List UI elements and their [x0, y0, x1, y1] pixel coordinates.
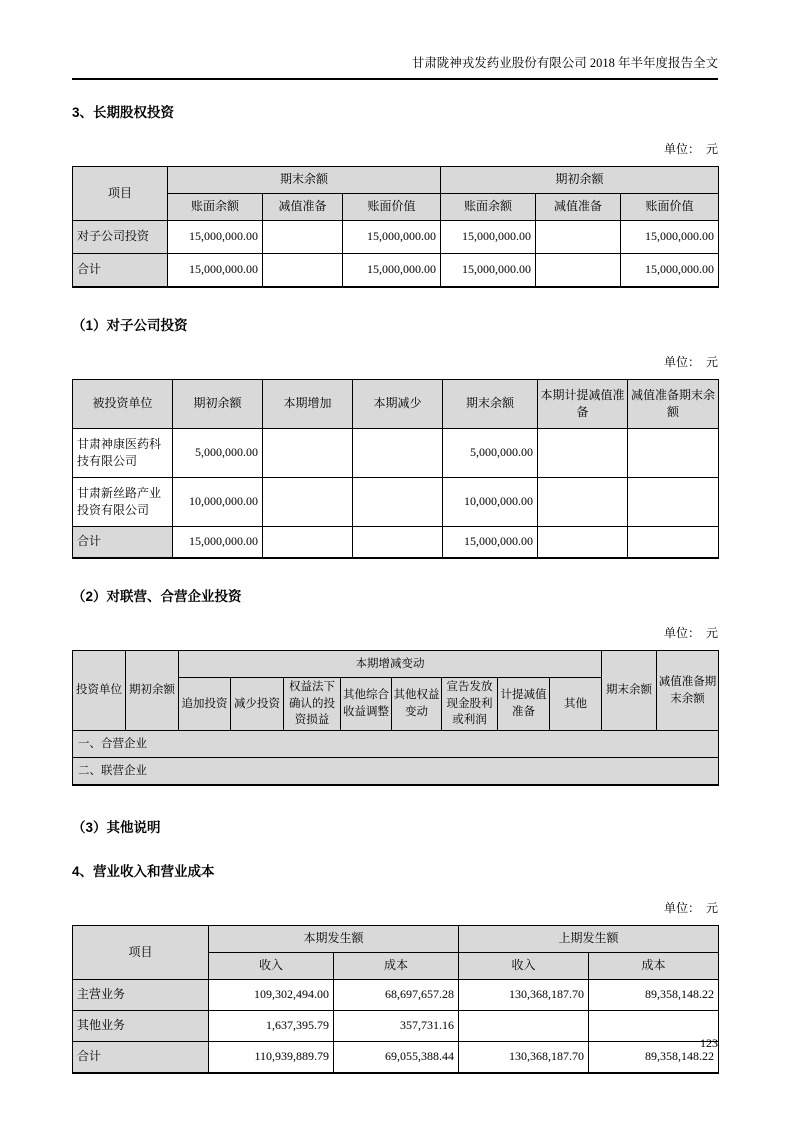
table-cell: 69,055,388.44 — [334, 1042, 459, 1074]
table-row-total — [73, 1042, 719, 1074]
table-cell: 68,697,657.28 — [334, 980, 459, 1011]
row-label: 甘肃神康医药科技有限公司 — [73, 429, 173, 478]
table-cell — [263, 527, 353, 559]
column-header-additional-investment: 追加投资 — [179, 678, 231, 731]
table-cell: 15,000,000.00 — [168, 221, 263, 254]
table-row-total — [73, 254, 719, 288]
unit-label-2: 单位： 元 — [663, 355, 718, 369]
table-cell — [353, 527, 443, 559]
table-row-joint-ventures — [73, 731, 719, 758]
column-header-impairment-ending: 减值准备期末余额 — [657, 651, 719, 731]
column-header-book-balance: 账面余额 — [168, 194, 263, 221]
table-header-row — [73, 926, 719, 953]
column-header-other-comprehensive-income: 其他综合收益调整 — [341, 678, 392, 731]
row-label: 合计 — [73, 254, 168, 288]
table-cell: 130,368,187.70 — [459, 980, 589, 1011]
table-row-associates — [73, 758, 719, 786]
joint-venture-associate-investment-table — [72, 650, 719, 786]
unit-label-1: 单位： 元 — [663, 142, 718, 156]
column-header-impairment-ending: 减值准备期末余额 — [628, 380, 719, 429]
row-label: 其他业务 — [73, 1011, 209, 1042]
table-cell: 15,000,000.00 — [621, 221, 719, 254]
page-number: 123 — [700, 1036, 718, 1050]
column-header-item: 项目 — [73, 167, 168, 221]
table-row — [73, 221, 719, 254]
table-cell: 15,000,000.00 — [443, 527, 538, 559]
section-3-2-title: （2）对联营、合营企业投资 — [72, 589, 242, 604]
table-cell: 5,000,000.00 — [173, 429, 263, 478]
long-term-equity-investment-table — [72, 166, 719, 288]
table-cell: 10,000,000.00 — [173, 478, 263, 527]
section-4-title: 4、营业收入和营业成本 — [72, 864, 215, 880]
column-header-revenue: 收入 — [459, 953, 589, 980]
table-row — [73, 980, 719, 1011]
column-header-book-value: 账面价值 — [343, 194, 441, 221]
unit-label-4: 单位： 元 — [663, 901, 718, 916]
table-cell — [263, 478, 353, 527]
column-group-prior-period: 上期发生额 — [459, 926, 719, 953]
column-header-cost: 成本 — [589, 953, 719, 980]
table-cell — [459, 1011, 589, 1042]
column-header-declared-dividends: 宣告发放现金股利或利润 — [442, 678, 498, 731]
column-header-impairment: 减值准备 — [263, 194, 343, 221]
column-header-ending-balance: 期末余额 — [443, 380, 538, 429]
column-header-reduced-investment: 减少投资 — [231, 678, 284, 731]
column-group-current-period: 本期发生额 — [209, 926, 459, 953]
row-label: 合计 — [73, 1042, 209, 1074]
column-header-impairment-provision: 计提减值准备 — [498, 678, 550, 731]
table-cell: 15,000,000.00 — [621, 254, 719, 288]
column-header-equity-method-pl: 权益法下确认的投资损益 — [284, 678, 341, 731]
table-cell — [628, 527, 719, 559]
operating-revenue-cost-table — [72, 925, 719, 1074]
row-label: 主营业务 — [73, 980, 209, 1011]
table-cell — [628, 429, 719, 478]
table-cell: 15,000,000.00 — [343, 254, 441, 288]
table-cell — [263, 429, 353, 478]
table-cell — [263, 221, 343, 254]
table-cell — [353, 429, 443, 478]
table-row-total — [73, 527, 719, 559]
column-header-impairment: 减值准备 — [536, 194, 621, 221]
table-cell: 89,358,148.22 — [589, 980, 719, 1011]
table-cell — [628, 478, 719, 527]
column-header-investee: 被投资单位 — [73, 380, 173, 429]
column-header-impairment-provision: 本期计提减值准备 — [538, 380, 628, 429]
table-cell: 1,637,395.79 — [209, 1011, 334, 1042]
table-cell: 15,000,000.00 — [343, 221, 441, 254]
table-cell: 15,000,000.00 — [173, 527, 263, 559]
column-group-current-changes: 本期增减变动 — [179, 651, 602, 678]
table-header-row — [73, 380, 719, 429]
section-3-3-title: （3）其他说明 — [72, 820, 161, 836]
column-header-ending-balance: 期末余额 — [602, 651, 657, 731]
table-cell: 15,000,000.00 — [441, 221, 536, 254]
column-header-beginning-balance: 期初余额 — [173, 380, 263, 429]
subsidiary-investment-table — [72, 379, 719, 559]
table-cell — [353, 478, 443, 527]
table-cell: 15,000,000.00 — [441, 254, 536, 288]
table-subheader-row — [73, 194, 719, 221]
column-header-beginning-balance: 期初余额 — [126, 651, 179, 731]
column-header-revenue: 收入 — [209, 953, 334, 980]
column-header-decrease: 本期减少 — [353, 380, 443, 429]
table-cell — [263, 254, 343, 288]
column-header-book-balance: 账面余额 — [441, 194, 536, 221]
table-cell: 5,000,000.00 — [443, 429, 538, 478]
table-cell: 15,000,000.00 — [168, 254, 263, 288]
column-header-book-value: 账面价值 — [621, 194, 719, 221]
table-cell: 110,939,889.79 — [209, 1042, 334, 1074]
column-group-beginning-balance: 期初余额 — [441, 167, 719, 194]
table-cell: 109,302,494.00 — [209, 980, 334, 1011]
table-cell — [538, 478, 628, 527]
row-label: 对子公司投资 — [73, 221, 168, 254]
unit-label-3: 单位： 元 — [663, 626, 718, 640]
table-row — [73, 478, 719, 527]
report-header-title: 甘肃陇神戎发药业股份有限公司 2018 年半年度报告全文 — [72, 0, 718, 80]
table-cell — [538, 527, 628, 559]
column-header-increase: 本期增加 — [263, 380, 353, 429]
table-header-row — [73, 651, 719, 678]
column-header-invest-unit: 投资单位 — [73, 651, 126, 731]
column-header-other-equity-changes: 其他权益变动 — [392, 678, 442, 731]
table-row — [73, 429, 719, 478]
column-header-other: 其他 — [550, 678, 602, 731]
row-label: 一、合营企业 — [73, 731, 719, 758]
table-cell: 89,358,148.22 — [589, 1042, 719, 1074]
table-cell — [538, 429, 628, 478]
column-header-cost: 成本 — [334, 953, 459, 980]
table-row — [73, 1011, 719, 1042]
row-label: 甘肃新丝路产业投资有限公司 — [73, 478, 173, 527]
row-label: 二、联营企业 — [73, 758, 719, 786]
section-3-title: 3、长期股权投资 — [72, 105, 175, 120]
column-group-ending-balance: 期末余额 — [168, 167, 441, 194]
table-header-row — [73, 167, 719, 194]
table-cell: 130,368,187.70 — [459, 1042, 589, 1074]
row-label: 合计 — [73, 527, 173, 559]
table-cell — [536, 221, 621, 254]
column-header-item: 项目 — [73, 926, 209, 980]
section-3-1-title: （1）对子公司投资 — [72, 318, 188, 333]
table-cell: 10,000,000.00 — [443, 478, 538, 527]
table-cell: 357,731.16 — [334, 1011, 459, 1042]
table-cell — [536, 254, 621, 288]
